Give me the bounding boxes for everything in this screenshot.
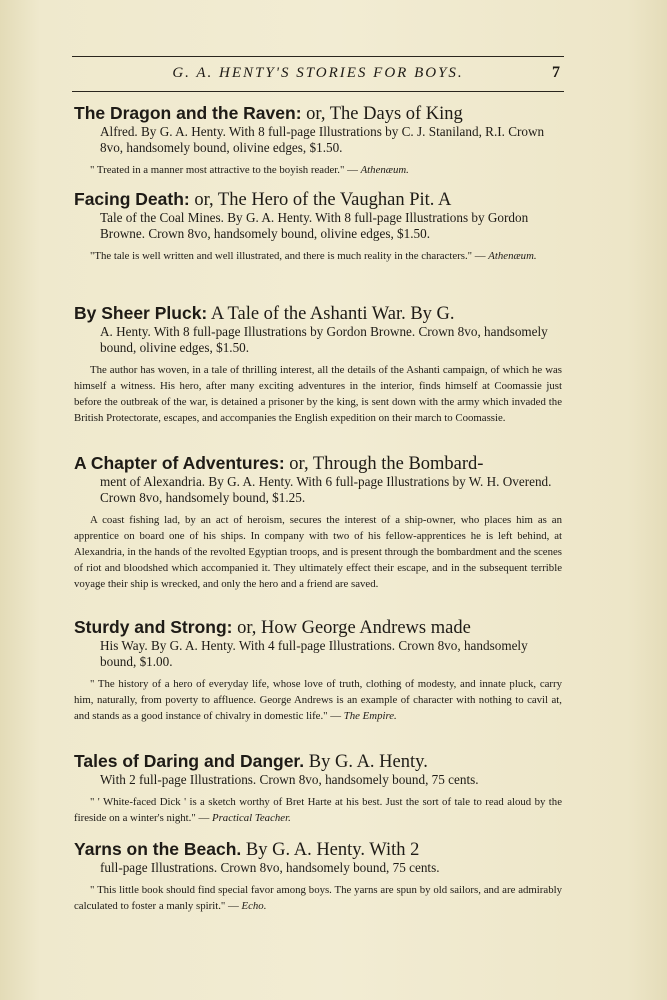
quote-source: Athenæum. — [360, 164, 409, 176]
quote-source: Echo. — [241, 900, 267, 912]
entry-title-line — [74, 840, 562, 860]
entry-description: His Way. By G. A. Henty. With 4 full-page Illustrations. Crown 8vo, handsomely bound, $1.00. — [100, 638, 528, 669]
page-header — [72, 56, 564, 92]
quote-text: " The history of a hero of everyday life, whose love of truth, clothing of modesty, and innate pluck, carry him, naturally, from poverty to affluence. George Andrews is an example of character with nothing to cavil at, and stands as a good instance of chivalry in domestic life." — — [74, 678, 562, 722]
entry-subtitle: or, The Hero of the Vaughan Pit. A — [189, 190, 452, 210]
entry-description: Tale of the Coal Mines. By G. A. Henty. With 8 full-page Illustrations by Gordon Browne. Crown 8vo, handsomely bound, olivine edges, $1.50. — [100, 210, 529, 241]
book-entry — [74, 304, 562, 426]
entry-subtitle: or, How George Andrews made — [232, 618, 471, 638]
entry-title-line — [74, 104, 562, 124]
book-entry — [74, 618, 562, 724]
book-entry — [74, 752, 562, 826]
book-entry — [74, 104, 562, 178]
page-number: 7 — [552, 64, 560, 81]
entry-title: The Dragon and the Raven: — [74, 103, 302, 123]
entry-quote — [74, 512, 562, 592]
entry-description: ment of Alexandria. By G. A. Henty. With 6 full-page Illustrations by W. H. Overend. Crown 8vo, handsomely bound, $1.25. — [100, 474, 552, 505]
quote-text: "The tale is well written and well illustrated, and there is much reality in the characters." — — [90, 250, 486, 262]
entry-subtitle: By G. A. Henty. With 2 — [241, 840, 420, 860]
entry-quote — [74, 162, 562, 178]
book-entry — [74, 840, 562, 914]
quote-source: Athenæum. — [488, 250, 537, 262]
entry-title: Tales of Daring and Danger. — [74, 751, 305, 771]
quote-text: " Treated in a manner most attractive to the boyish reader." — — [90, 164, 358, 176]
entry-title-line — [74, 190, 562, 210]
quote-text: " This little book should find special favor among boys. The yarns are spun by old sailors, and are admirably calculated to foster a manly spirit." — — [74, 884, 562, 912]
book-entry — [74, 454, 562, 592]
entry-title: A Chapter of Adventures: — [74, 453, 285, 473]
entry-description: With 2 full-page Illustrations. Crown 8vo, handsomely bound, 75 cents. — [100, 772, 479, 787]
entry-title: By Sheer Pluck: — [74, 303, 208, 323]
entry-quote — [74, 362, 562, 426]
entry-title: Sturdy and Strong: — [74, 617, 233, 637]
entry-description: A. Henty. With 8 full-page Illustrations by Gordon Browne. Crown 8vo, handsomely bound, olivine edges, $1.50. — [100, 324, 548, 355]
quote-text: " ' White-faced Dick ' is a sketch worthy of Bret Harte at his best. Just the sort of tale to read aloud by the fireside on a winter's night." — — [74, 796, 562, 824]
entry-title-line — [74, 454, 562, 474]
running-title: G. A. HENTY'S STORIES FOR BOYS. — [172, 65, 464, 81]
entry-subtitle: By G. A. Henty. — [304, 752, 428, 772]
entry-title-line — [74, 618, 562, 638]
entry-description: Alfred. By G. A. Henty. With 8 full-page Illustrations by C. J. Staniland, R.I. Crown 8vo, handsomely bound, olivine edges, $1.50. — [100, 124, 545, 155]
entry-title: Yarns on the Beach. — [74, 839, 242, 859]
quote-source: The Empire. — [343, 710, 397, 722]
quote-text: A coast fishing lad, by an act of heroism, secures the interest of a ship-owner, who places him as an apprentice on board one of his ships. In company with two of his fellow-apprentices he is left behind, at Alexandria, in the hands of the revolted Egyptian troops, and is present through the bombardment and the scenes of riot and bloodshed which accompanied it. They ultimately effect their escape, and in the subsequent terrible voyage their ship is wrecked, and only the hero and a friend are saved. — [74, 514, 562, 590]
quote-text: The author has woven, in a tale of thrilling interest, all the details of the Ashanti campaign, of which he was himself a witness. His hero, after many exciting adventures in the interior, finds himself at Coomassie just before the outbreak of the war, is detained a prisoner by the king, is sent down with the army which invaded the British Protectorate, escapes, and accompanies the English expedition on their march to Coomassie. — [74, 364, 562, 424]
entry-title-line — [74, 752, 562, 772]
quote-source: Practical Teacher. — [212, 812, 291, 824]
entry-subtitle: or, The Days of King — [301, 104, 463, 124]
entry-title-line — [74, 304, 562, 324]
entry-quote — [74, 248, 562, 264]
entry-description: full-page Illustrations. Crown 8vo, handsomely bound, 75 cents. — [100, 860, 440, 875]
entry-quote — [74, 794, 562, 826]
entry-subtitle: or, Through the Bombard- — [284, 454, 484, 474]
entry-quote — [74, 676, 562, 724]
entry-subtitle: A Tale of the Ashanti War. By G. — [207, 304, 455, 324]
entry-title: Facing Death: — [74, 189, 190, 209]
entry-quote — [74, 882, 562, 914]
book-entry — [74, 190, 562, 264]
